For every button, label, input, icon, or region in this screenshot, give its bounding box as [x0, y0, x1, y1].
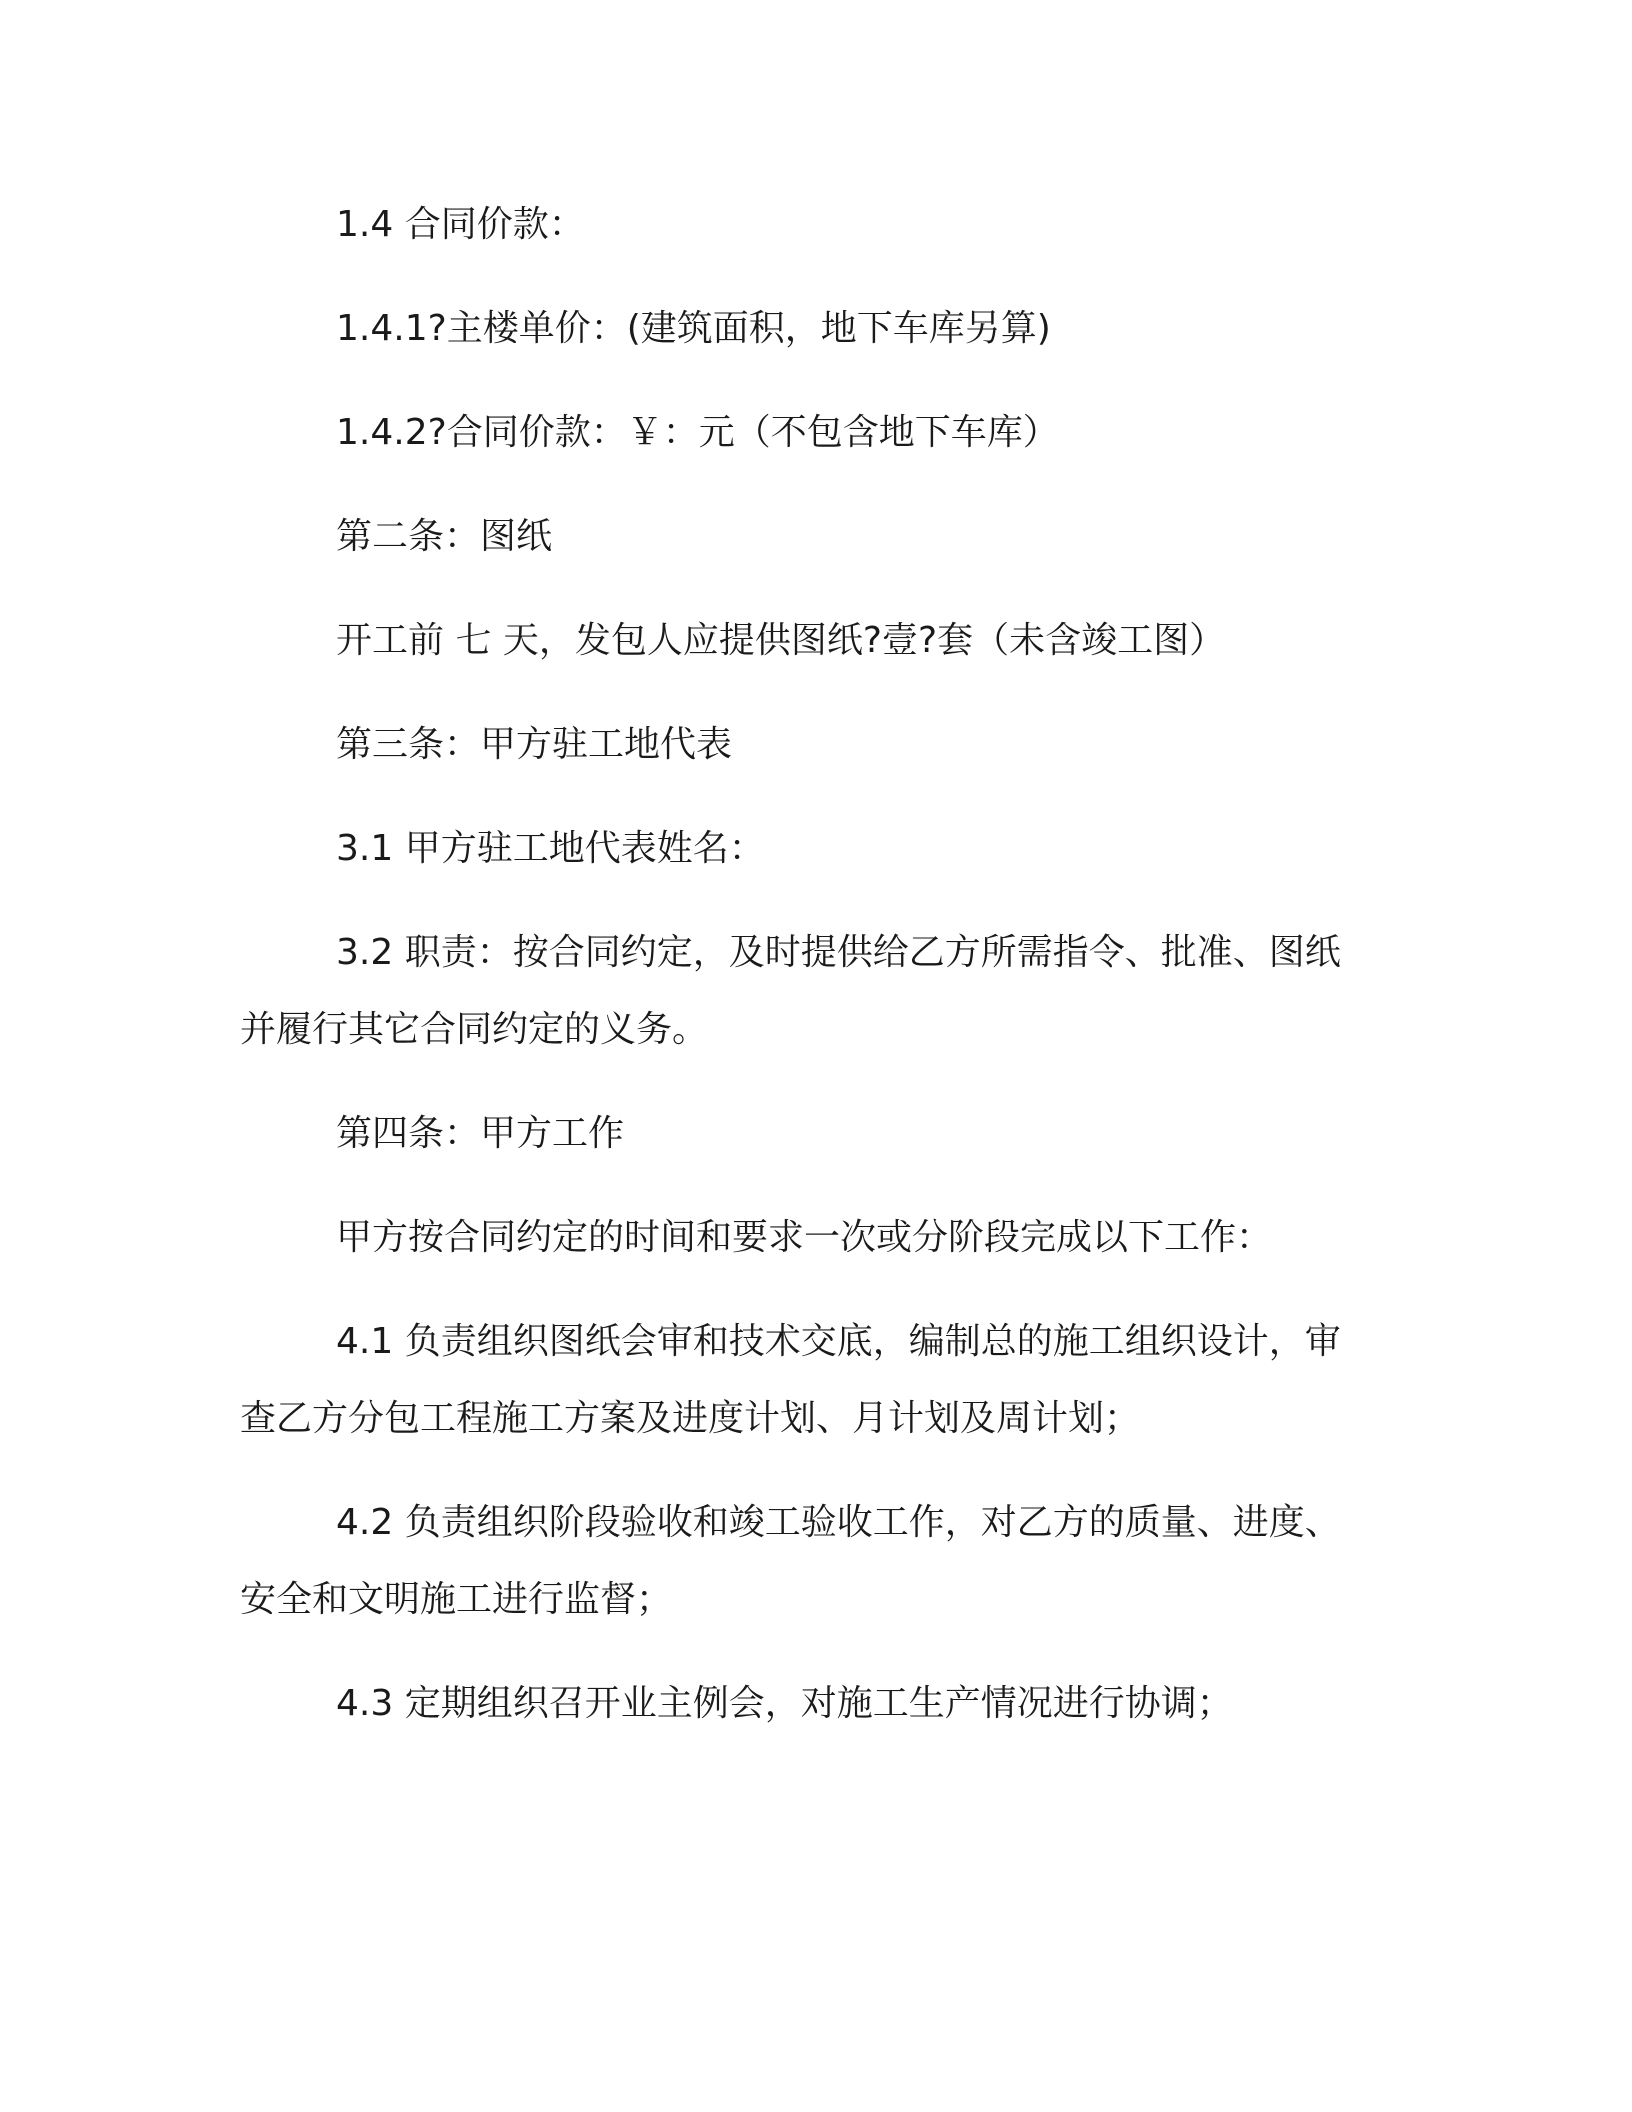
- paragraph-drawings: 开工前 七 天，发包人应提供图纸?壹?套（未含竣工图）: [336, 620, 1226, 661]
- paragraph-party-a-work: 甲方按合同约定的时间和要求一次或分阶段完成以下工作：: [336, 1217, 1273, 1258]
- paragraph-contract-price: 1.4 合同价款：: [336, 204, 585, 245]
- paragraph-item-4-3: 4.3 定期组织召开业主例会，对施工生产情况进行协调；: [336, 1683, 1233, 1724]
- paragraph-unit-price: 1.4.1?主楼单价：(建筑面积，地下车库另算): [336, 308, 1051, 349]
- heading-article-4: 第四条：甲方工作: [336, 1113, 625, 1154]
- paragraph-duties: 3.2 职责：按合同约定，及时提供给乙方所需指令、批准、图纸并履行其它合同约定的义务。: [240, 932, 1341, 1050]
- heading-article-2: 第二条：图纸: [336, 516, 553, 557]
- heading-article-3: 第三条：甲方驻工地代表: [336, 724, 733, 765]
- document-body: [240, 186, 1368, 1742]
- paragraph-item-4-2: 4.2 负责组织阶段验收和竣工验收工作，对乙方的质量、进度、安全和文明施工进行监督；: [240, 1502, 1341, 1620]
- paragraph-total-price: 1.4.2?合同价款：￥：元（不包含地下车库）: [336, 412, 1059, 453]
- paragraph-item-4-1: 4.1 负责组织图纸会审和技术交底，编制总的施工组织设计，审查乙方分包工程施工方案及进度计划、月计划及周计划；: [240, 1321, 1341, 1439]
- paragraph-representative-name: 3.1 甲方驻工地代表姓名：: [336, 828, 765, 869]
